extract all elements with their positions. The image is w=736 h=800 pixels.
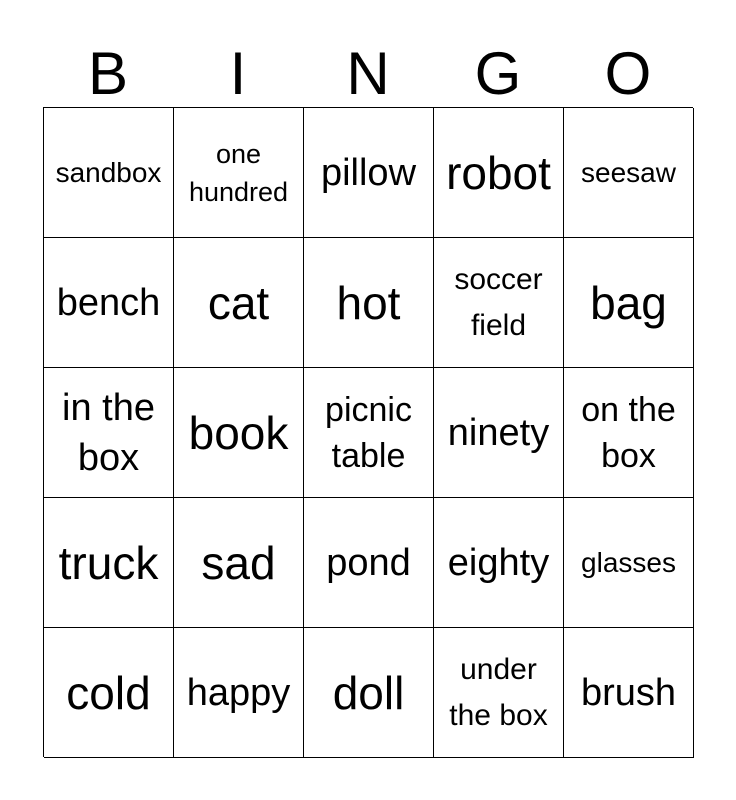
bingo-cell[interactable]: [304, 368, 434, 498]
bingo-cell[interactable]: [434, 108, 564, 238]
cell-label: happy: [186, 671, 291, 714]
bingo-cell[interactable]: [304, 498, 434, 628]
cell-label: in the box: [62, 386, 155, 479]
bingo-cell[interactable]: [564, 498, 694, 628]
cell-label: picnic table: [325, 390, 412, 475]
cell-label: sad: [201, 536, 276, 589]
header-letter-o: O: [604, 40, 652, 107]
bingo-cell[interactable]: [174, 368, 304, 498]
bingo-cell[interactable]: [434, 498, 564, 628]
cell-label: brush: [580, 671, 677, 714]
bingo-cell[interactable]: [174, 108, 304, 238]
cell-label: hot: [336, 276, 401, 329]
bingo-cell[interactable]: [174, 238, 304, 368]
bingo-cell[interactable]: [564, 238, 694, 368]
bingo-cell[interactable]: [304, 628, 434, 758]
cell-label: one hundred: [188, 138, 289, 207]
bingo-cell[interactable]: [44, 238, 174, 368]
cell-label: under the box: [449, 652, 548, 732]
bingo-cell[interactable]: [564, 628, 694, 758]
cell-label: pillow: [320, 151, 417, 194]
cell-label: cold: [66, 666, 151, 719]
bingo-cell[interactable]: [434, 238, 564, 368]
cell-label: soccer field: [454, 262, 543, 342]
bingo-board: [43, 107, 693, 757]
cell-label: cat: [207, 276, 270, 329]
bingo-cell[interactable]: [44, 108, 174, 238]
header-letter-i: I: [229, 40, 247, 107]
bingo-cell[interactable]: [434, 368, 564, 498]
header-letter-b: B: [87, 40, 129, 107]
bingo-cell[interactable]: [434, 628, 564, 758]
header-letter-g: G: [474, 40, 522, 107]
cell-label: eighty: [447, 541, 550, 584]
bingo-cell[interactable]: [174, 628, 304, 758]
bingo-cell[interactable]: [304, 238, 434, 368]
cell-label: bench: [56, 281, 161, 324]
cell-label: seesaw: [581, 156, 676, 188]
bingo-header: [43, 40, 693, 108]
bingo-cell[interactable]: [44, 368, 174, 498]
bingo-cell[interactable]: [174, 498, 304, 628]
cell-label: truck: [58, 536, 159, 589]
bingo-cell[interactable]: [564, 108, 694, 238]
cell-label: book: [188, 406, 289, 459]
bingo-cell[interactable]: [564, 368, 694, 498]
cell-label: bag: [590, 276, 667, 329]
cell-label: ninety: [447, 411, 550, 454]
cell-label: pond: [326, 541, 411, 584]
cell-label: sandbox: [55, 156, 162, 188]
cell-label: on the box: [581, 390, 676, 475]
bingo-cell[interactable]: [44, 498, 174, 628]
cell-label: robot: [446, 146, 551, 199]
header-letter-n: N: [346, 40, 390, 107]
bingo-cell[interactable]: [44, 628, 174, 758]
bingo-cell[interactable]: [304, 108, 434, 238]
cell-label: glasses: [581, 546, 676, 578]
cell-label: doll: [332, 666, 405, 719]
